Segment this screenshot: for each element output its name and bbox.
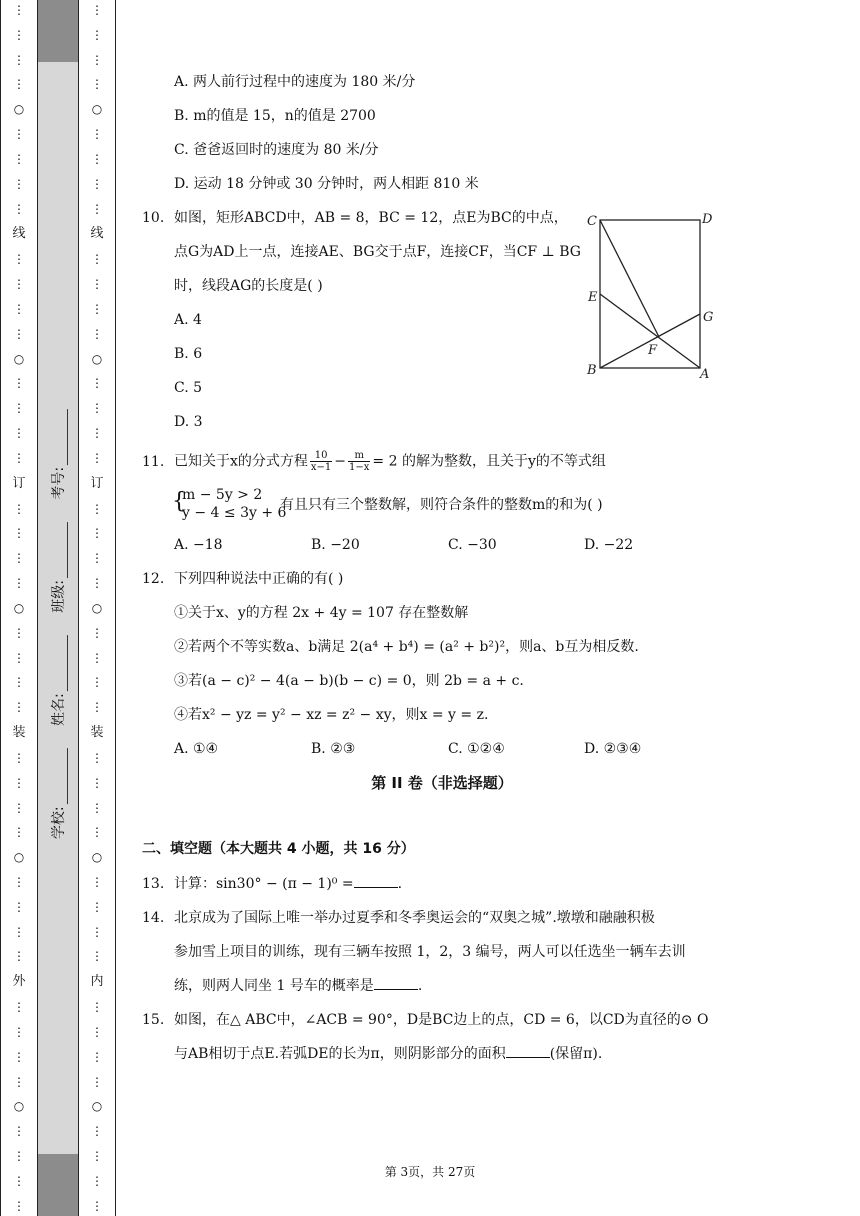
q14-answer-blank[interactable] xyxy=(374,977,418,990)
binding-dots: ⋮ xyxy=(91,625,103,640)
binding-dots: ⋮ xyxy=(91,526,103,541)
binding-dots: ⋮ xyxy=(13,1124,25,1139)
q11-option-c: C. −30 xyxy=(448,537,497,553)
q11-number: 11. xyxy=(142,453,165,470)
q10-rectangle-figure xyxy=(584,206,724,386)
q11-frac1-numerator: 10 xyxy=(310,450,332,462)
binding-strip-inner xyxy=(78,0,116,1216)
binding-dots: ⋮ xyxy=(91,3,103,17)
q12-item-4: ④若x² − yz = y² − xz = z² − xy，则x = y = z. xyxy=(174,707,489,723)
q15-stem-3: (保留π). xyxy=(549,1046,603,1062)
binding-dots: ⋮ xyxy=(91,151,103,166)
binding-band-top xyxy=(38,0,78,62)
binding-dots: ⋮ xyxy=(91,825,103,840)
binding-dots: ⋮ xyxy=(13,326,25,341)
q15-stem-1: 如图，在△ ABC中，∠ACB = 90°，D是BC边上的点，CD = 6，以CD为直径的⊙ O xyxy=(174,1012,709,1028)
binding-dots: ⋮ xyxy=(91,277,103,292)
student-info-fields xyxy=(48,391,68,839)
q11-frac2-denominator: 1−x xyxy=(349,462,370,473)
q15-line-2 xyxy=(174,1045,602,1063)
binding-dots: ⋮ xyxy=(13,301,25,316)
binding-word: 订 xyxy=(90,475,104,491)
label-f: F xyxy=(648,343,658,358)
q11-system-row-1: m − 5y > 2 xyxy=(182,487,263,503)
q10-line-1 xyxy=(142,209,568,227)
q9-option-c-letter: C. xyxy=(174,142,189,158)
binding-circle: ○ xyxy=(91,1099,103,1114)
q11-option-d: D. −22 xyxy=(584,537,634,553)
q14-stem-3: 练，则两人同坐 1 号车的概率是 xyxy=(174,978,374,994)
binding-dots: ⋮ xyxy=(13,151,25,166)
binding-dots: ⋮ xyxy=(13,426,25,441)
binding-word: 线 xyxy=(12,226,26,242)
binding-dots: ⋮ xyxy=(91,1198,103,1213)
q10-number: 10. xyxy=(142,210,165,226)
q9-option-d-text: 运动 18 分钟或 30 分钟时，两人相距 810 米 xyxy=(193,176,479,192)
binding-dots: ⋮ xyxy=(91,1124,103,1139)
binding-dots: ⋮ xyxy=(91,775,103,790)
binding-dots: ⋮ xyxy=(13,376,25,391)
binding-dots: ⋮ xyxy=(13,401,25,416)
binding-word: 装 xyxy=(90,725,104,741)
q11-frac2-numerator: m xyxy=(348,450,370,462)
binding-dots: ⋮ xyxy=(91,77,103,92)
q10-line-3: 时，线段AG的长度是( ) xyxy=(174,278,323,294)
q11-system-row-2: y − 4 ≤ 3y + 6 xyxy=(182,505,287,521)
binding-dots: ⋮ xyxy=(91,301,103,316)
q14-line-2: 参加雪上项目的训练，现有三辆车按照 1，2，3 编号，两人可以任选坐一辆车去训 xyxy=(174,944,686,960)
q14-line-3 xyxy=(174,977,422,995)
q9-option-b-letter: B. xyxy=(174,108,189,124)
q10-stem-1: 如图，矩形ABCD中，AB = 8，BC = 12，点E为BC的中点， xyxy=(174,210,568,226)
label-d: D xyxy=(702,212,713,227)
binding-dots: ⋮ xyxy=(91,800,103,815)
q13-end: . xyxy=(397,876,403,892)
segment-bg xyxy=(600,314,700,368)
segment-cf xyxy=(600,220,659,337)
binding-dots: ⋮ xyxy=(91,27,103,42)
q15-line-1 xyxy=(142,1011,708,1029)
binding-dots: ⋮ xyxy=(13,874,25,889)
binding-dots: ⋮ xyxy=(13,52,25,67)
name-blank[interactable] xyxy=(53,635,68,691)
q15-stem-2: 与AB相切于点E.若弧DE的长为π，则阴影部分的面积 xyxy=(174,1046,506,1062)
q10-line-2: 点G为AD上一点，连接AE、BG交于点F，连接CF，当CF ⊥ BG xyxy=(174,244,581,260)
binding-dots: ⋮ xyxy=(91,1024,103,1039)
binding-dots: ⋮ xyxy=(91,700,103,715)
q9-option-b-text: m的值是 15，n的值是 2700 xyxy=(193,108,376,124)
q9-option-c-text: 爸爸返回时的速度为 80 米/分 xyxy=(193,142,379,158)
name-label: 姓名: xyxy=(51,693,67,726)
binding-word: 外 xyxy=(12,974,26,990)
binding-circle: ○ xyxy=(13,351,25,366)
q10-option-b: B. 6 xyxy=(174,346,203,362)
binding-dots: ⋮ xyxy=(13,27,25,42)
binding-dots: ⋮ xyxy=(91,1000,103,1015)
q15-answer-blank[interactable] xyxy=(506,1045,550,1058)
binding-circle: ○ xyxy=(91,600,103,615)
q11-line-2: 有且只有三个整数解，则符合条件的整数m的和为( ) xyxy=(280,497,603,513)
binding-dots: ⋮ xyxy=(13,1074,25,1089)
q11-frac1-denominator: x−1 xyxy=(310,462,332,473)
exam-number-blank[interactable] xyxy=(53,409,68,465)
binding-dots: ⋮ xyxy=(91,899,103,914)
binding-dots: ⋮ xyxy=(91,52,103,67)
binding-dots: ⋮ xyxy=(13,127,25,142)
q13-number: 13. xyxy=(142,876,165,892)
q12-option-a: A. ①④ xyxy=(174,741,219,757)
q9-option-a-letter: A. xyxy=(174,74,189,90)
q9-option-c xyxy=(174,141,379,159)
q9-option-b xyxy=(174,107,376,125)
binding-circle: ○ xyxy=(91,850,103,865)
binding-dots: ⋮ xyxy=(91,450,103,465)
q12-number: 12. xyxy=(142,571,165,587)
q13-text: 计算：sin30° − (π − 1)⁰ = xyxy=(174,876,354,892)
class-label: 班级: xyxy=(51,580,67,613)
q10-option-a: A. 4 xyxy=(174,312,202,328)
q11-line-1 xyxy=(142,450,606,473)
binding-dots: ⋮ xyxy=(13,1198,25,1213)
binding-dots: ⋮ xyxy=(13,1049,25,1064)
binding-dots: ⋮ xyxy=(13,176,25,191)
binding-word: 订 xyxy=(12,475,26,491)
binding-dots: ⋮ xyxy=(91,401,103,416)
binding-dots: ⋮ xyxy=(13,77,25,92)
q9-option-a-text: 两人前行过程中的速度为 180 米/分 xyxy=(193,74,416,90)
q9-option-a xyxy=(174,73,415,91)
binding-circle: ○ xyxy=(13,1099,25,1114)
q10-option-d: D. 3 xyxy=(174,414,203,430)
q12-option-d: D. ②③④ xyxy=(584,741,642,757)
school-blank[interactable] xyxy=(53,748,68,804)
binding-dots: ⋮ xyxy=(91,326,103,341)
q13-answer-blank[interactable] xyxy=(354,875,398,888)
binding-dots: ⋮ xyxy=(13,675,25,690)
q10-option-c: C. 5 xyxy=(174,380,203,396)
binding-dots: ⋮ xyxy=(13,650,25,665)
binding-dots: ⋮ xyxy=(91,376,103,391)
class-blank[interactable] xyxy=(53,522,68,578)
binding-dots: ⋮ xyxy=(13,949,25,964)
q11-option-b: B. −20 xyxy=(311,537,360,553)
q12-line-1 xyxy=(142,570,343,588)
binding-dots: ⋮ xyxy=(13,625,25,640)
binding-dots: ⋮ xyxy=(13,576,25,591)
label-c: C xyxy=(587,214,597,229)
binding-word: 线 xyxy=(90,226,104,242)
q12-item-3: ③若(a − c)² − 4(a − b)(b − c) = 0，则 2b = a + c. xyxy=(174,673,524,689)
label-e: E xyxy=(588,290,598,305)
part2-heading: 二、填空题（本大题共 4 小题，共 16 分） xyxy=(142,841,415,857)
binding-dots: ⋮ xyxy=(13,450,25,465)
binding-strip-outer xyxy=(0,0,38,1216)
binding-circle: ○ xyxy=(91,351,103,366)
binding-dots: ⋮ xyxy=(13,700,25,715)
binding-dots: ⋮ xyxy=(13,899,25,914)
q13-line xyxy=(142,875,402,893)
binding-dots: ⋮ xyxy=(13,1173,25,1188)
binding-dots: ⋮ xyxy=(13,825,25,840)
binding-dots: ⋮ xyxy=(91,675,103,690)
binding-dots: ⋮ xyxy=(91,750,103,765)
q11-fraction-1 xyxy=(310,450,332,473)
binding-dots: ⋮ xyxy=(91,949,103,964)
binding-dots: ⋮ xyxy=(91,1149,103,1164)
binding-dots: ⋮ xyxy=(13,924,25,939)
q12-item-2: ②若两个不等实数a、b满足 2(a⁴ + b⁴) = (a² + b²)²，则a、b互为相反数. xyxy=(174,639,639,655)
binding-circle: ○ xyxy=(13,600,25,615)
q11-fraction-2 xyxy=(348,450,370,473)
q9-option-d-letter: D. xyxy=(174,176,190,192)
binding-dots: ⋮ xyxy=(91,924,103,939)
binding-dots: ⋮ xyxy=(13,1000,25,1015)
q12-option-b: B. ②③ xyxy=(311,741,356,757)
label-b: B xyxy=(587,363,597,378)
binding-dots: ⋮ xyxy=(91,874,103,889)
q11-stem-a: 已知关于x的分式方程 xyxy=(174,453,308,470)
label-a: A xyxy=(700,367,710,382)
binding-circle: ○ xyxy=(91,102,103,117)
binding-word: 装 xyxy=(12,725,26,741)
binding-dots: ⋮ xyxy=(91,252,103,267)
binding-dots: ⋮ xyxy=(91,551,103,566)
binding-dots: ⋮ xyxy=(91,201,103,216)
binding-dots: ⋮ xyxy=(91,650,103,665)
binding-dots: ⋮ xyxy=(91,576,103,591)
q14-line-1 xyxy=(142,909,655,927)
q12-item-1: ①关于x、y的方程 2x + 4y = 107 存在整数解 xyxy=(174,605,469,621)
binding-dots: ⋮ xyxy=(13,3,25,17)
q14-end: . xyxy=(417,978,423,994)
q12-option-c: C. ①②④ xyxy=(448,741,505,757)
q11-minus: − xyxy=(334,453,347,470)
binding-dots: ⋮ xyxy=(91,176,103,191)
page-footer: 第 3页，共 27页 xyxy=(384,1165,476,1179)
section-title: 第 II 卷（非选择题） xyxy=(371,774,513,792)
binding-dots: ⋮ xyxy=(13,526,25,541)
binding-dots: ⋮ xyxy=(13,750,25,765)
q14-stem-1: 北京成为了国际上唯一举办过夏季和冬季奥运会的“双奥之城”.墩墩和融融积极 xyxy=(174,910,655,926)
binding-dots: ⋮ xyxy=(91,1173,103,1188)
binding-dots: ⋮ xyxy=(13,252,25,267)
binding-dots: ⋮ xyxy=(13,551,25,566)
q15-number: 15. xyxy=(142,1012,165,1028)
binding-dots: ⋮ xyxy=(91,426,103,441)
binding-dots: ⋮ xyxy=(91,127,103,142)
exam-number-label: 考号: xyxy=(51,466,67,500)
school-label: 学校: xyxy=(51,806,67,840)
q14-number: 14. xyxy=(142,910,165,926)
q12-stem: 下列四种说法中正确的有( ) xyxy=(174,571,344,587)
label-g: G xyxy=(703,310,714,325)
q11-stem-b: = 2 的解为整数，且关于y的不等式组 xyxy=(372,453,606,470)
binding-dots: ⋮ xyxy=(13,1149,25,1164)
binding-word: 内 xyxy=(90,974,104,990)
binding-dots: ⋮ xyxy=(13,277,25,292)
q9-option-d xyxy=(174,175,479,193)
binding-dots: ⋮ xyxy=(13,775,25,790)
binding-circle: ○ xyxy=(13,102,25,117)
binding-dots: ⋮ xyxy=(13,1024,25,1039)
binding-dots: ⋮ xyxy=(91,1074,103,1089)
binding-dots: ⋮ xyxy=(91,1049,103,1064)
binding-dots: ⋮ xyxy=(13,501,25,516)
binding-dots: ⋮ xyxy=(13,201,25,216)
binding-circle: ○ xyxy=(13,850,25,865)
binding-dots: ⋮ xyxy=(13,800,25,815)
q11-system-brace: { xyxy=(172,489,186,514)
binding-dots: ⋮ xyxy=(91,501,103,516)
q11-option-a: A. −18 xyxy=(174,537,223,553)
